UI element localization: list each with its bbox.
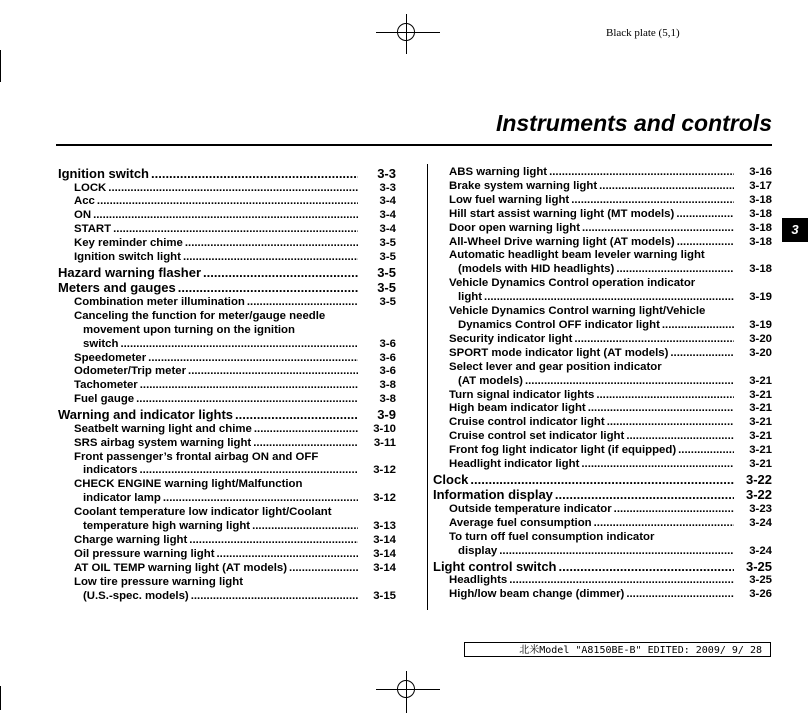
toc-subsection-entry[interactable] [433, 347, 772, 361]
toc-left-column [58, 166, 396, 603]
toc-page-number: 3-26 [749, 587, 772, 600]
toc-entry-text: Security indicator light [449, 332, 573, 345]
toc-subsection-entry[interactable] [58, 310, 396, 352]
toc-page-number: 3-6 [379, 365, 396, 378]
toc-entry-text: Light control switch [433, 558, 557, 574]
toc-subsection-entry[interactable] [433, 389, 772, 403]
toc-entry-text: Headlight indicator light [449, 458, 580, 471]
dot-leader [499, 545, 734, 559]
toc-entry-text: Headlights [449, 574, 508, 587]
toc-subsection-entry[interactable] [433, 402, 772, 416]
dot-leader [509, 574, 734, 588]
toc-subsection-entry[interactable] [58, 562, 396, 576]
title-rule [56, 144, 772, 146]
toc-entry-text: Clock [433, 471, 469, 487]
toc-subsection-entry[interactable] [58, 379, 396, 393]
toc-subsection-entry[interactable] [58, 209, 396, 223]
toc-entry-text: (U.S.-spec. models) [83, 589, 189, 602]
toc-subsection-entry[interactable] [433, 208, 772, 222]
toc-subsection-entry[interactable] [433, 444, 772, 458]
dot-leader [178, 280, 358, 296]
dot-leader [254, 423, 358, 437]
toc-entry-text: switch [83, 337, 119, 350]
toc-entry-text: SRS airbag system warning light [74, 436, 252, 449]
dot-leader [484, 291, 734, 305]
toc-subsection-entry[interactable] [433, 361, 772, 389]
dot-leader [470, 472, 734, 488]
dot-leader [289, 562, 358, 576]
dot-leader [559, 559, 735, 575]
toc-page-number: 3-21 [749, 458, 772, 471]
toc-page-number: 3-11 [373, 436, 396, 449]
dot-leader [616, 263, 734, 277]
dot-leader [120, 338, 358, 352]
dot-leader [235, 407, 358, 423]
toc-subsection-entry[interactable] [433, 194, 772, 208]
toc-subsection-entry[interactable] [433, 574, 772, 588]
toc-entry-text: Vehicle Dynamics Control warning light/Vehicle [449, 305, 706, 318]
toc-subsection-entry[interactable] [433, 517, 772, 531]
toc-page-number: 3-14 [373, 533, 396, 546]
toc-entry-text: Meters and gauges [58, 280, 176, 296]
toc-subsection-entry[interactable] [433, 333, 772, 347]
toc-entry-text: Dynamics Control OFF indicator light [458, 318, 660, 331]
toc-subsection-entry[interactable] [58, 548, 396, 562]
dot-leader [555, 487, 734, 503]
toc-entry-text: Combination meter illumination [74, 295, 245, 308]
toc-entry-text: LOCK [74, 181, 107, 194]
toc-subsection-entry[interactable] [433, 236, 772, 250]
toc-entry-text: Automatic headlight beam leveler warning light [449, 249, 705, 262]
toc-page-number: 3-9 [377, 407, 396, 423]
dot-leader [607, 416, 734, 430]
toc-entry-text: indicators [83, 464, 138, 477]
footer-label: 北米Model "A8150BE-B" EDITED: 2009/ 9/ 28 [464, 642, 771, 657]
toc-page-number: 3-24 [749, 516, 772, 529]
dot-leader [163, 492, 358, 506]
toc-section-entry[interactable] [58, 166, 396, 182]
toc-entry-text: temperature high warning light [83, 520, 251, 533]
toc-entry-text: Warning and indicator lights [58, 407, 234, 423]
dot-leader [140, 379, 358, 393]
crop-mark-left-top [0, 50, 1, 82]
toc-entry-text: AT OIL TEMP warning light (AT models) [74, 561, 288, 574]
toc-entry-text: Turn signal indicator lights [449, 388, 595, 401]
toc-subsection-entry[interactable] [433, 305, 772, 333]
dot-leader [183, 251, 358, 265]
dot-leader [676, 208, 734, 222]
dot-leader [582, 222, 734, 236]
toc-entry-text: High beam indicator light [449, 402, 586, 415]
toc-subsection-entry[interactable] [58, 451, 396, 479]
chapter-tab[interactable]: 3 [782, 218, 808, 242]
dot-leader [677, 236, 734, 250]
toc-page-number: 3-3 [379, 181, 396, 194]
toc-subsection-entry[interactable] [58, 182, 396, 196]
toc-entry-text: Hazard warning flasher [58, 264, 202, 280]
toc-subsection-entry[interactable] [58, 576, 396, 604]
toc-entry-text: Front fog light indicator light (if equipped) [449, 444, 677, 457]
toc-page-number: 3-18 [749, 207, 772, 220]
toc-entry-text: Speedometer [74, 351, 147, 364]
registration-mark-bottom-icon [397, 680, 415, 698]
toc-page-number: 3-25 [745, 558, 772, 574]
toc-subsection-entry[interactable] [58, 478, 396, 506]
dot-leader [93, 209, 358, 223]
chapter-title: Instruments and controls [495, 110, 772, 136]
toc-entry-text: (AT models) [458, 374, 523, 387]
toc-page-number: 3-3 [377, 166, 396, 181]
toc-page-number: 3-12 [373, 464, 396, 477]
toc-entry-text: Ignition switch light [74, 251, 181, 264]
toc-entry-text: Canceling the function for meter/gauge needle [74, 309, 326, 322]
dot-leader [148, 352, 358, 366]
toc-page-number: 3-25 [749, 574, 772, 587]
dot-leader [525, 375, 734, 389]
toc-section-entry[interactable] [433, 559, 772, 575]
toc-entry-text: Outside temperature indicator [449, 502, 612, 515]
dot-leader [108, 182, 358, 196]
toc-subsection-entry[interactable] [58, 534, 396, 548]
toc-page-number: 3-4 [379, 195, 396, 208]
toc-entry-text: Hill start assist warning light (MT models) [449, 207, 675, 220]
toc-subsection-entry[interactable] [58, 223, 396, 237]
toc-page-number: 3-20 [749, 346, 772, 359]
toc-entry-text: Key reminder chime [74, 237, 183, 250]
dot-leader [139, 464, 358, 478]
toc-entry-text: All-Wheel Drive warning light (AT models) [449, 235, 675, 248]
toc-section-entry[interactable] [58, 280, 396, 296]
toc-entry-text: CHECK ENGINE warning light/Malfunction [74, 478, 303, 491]
toc-entry-text: (models with HID headlights) [458, 263, 615, 276]
toc-subsection-entry[interactable] [433, 277, 772, 305]
toc-page-number: 3-8 [379, 393, 396, 406]
toc-page-number: 3-19 [749, 291, 772, 304]
toc-entry-text: Information display [433, 487, 553, 503]
toc-subsection-entry[interactable] [58, 237, 396, 251]
toc-page-number: 3-18 [749, 235, 772, 248]
toc-entry-text: Cruise control set indicator light [449, 430, 625, 443]
toc-page-number: 3-18 [749, 263, 772, 276]
toc-entry-text: High/low beam change (dimmer) [449, 587, 625, 600]
dot-leader [574, 333, 734, 347]
toc-section-entry[interactable] [58, 407, 396, 423]
toc-page-number: 3-6 [379, 351, 396, 364]
toc-subsection-entry[interactable] [58, 393, 396, 407]
toc-entry-text: Low tire pressure warning light [74, 575, 243, 588]
toc-entry-text: To turn off fuel consumption indicator [449, 530, 655, 543]
toc-entry-text: Select lever and gear position indicator [449, 360, 662, 373]
toc-subsection-entry[interactable] [433, 588, 772, 602]
toc-page-number: 3-18 [749, 193, 772, 206]
toc-subsection-entry[interactable] [433, 180, 772, 194]
toc-entry-text: indicator lamp [83, 492, 161, 505]
toc-entry-text: light [458, 291, 483, 304]
toc-page-number: 3-19 [749, 318, 772, 331]
toc-entry-text: Coolant temperature low indicator light/Coolant [74, 506, 332, 519]
toc-page-number: 3-4 [379, 209, 396, 222]
toc-page-number: 3-23 [749, 502, 772, 515]
toc-page-number: 3-21 [749, 430, 772, 443]
dot-leader [97, 195, 358, 209]
toc-entry-text: Cruise control indicator light [449, 416, 605, 429]
toc-subsection-entry[interactable] [58, 251, 396, 265]
dot-leader [588, 402, 734, 416]
dot-leader [670, 347, 734, 361]
dot-leader [247, 296, 358, 310]
toc-page-number: 3-5 [377, 280, 396, 296]
dot-leader [253, 437, 358, 451]
dot-leader [189, 534, 358, 548]
dot-leader [136, 393, 358, 407]
toc-page-number: 3-17 [749, 179, 772, 192]
toc-entry-text: Brake system warning light [449, 179, 598, 192]
toc-subsection-entry[interactable] [58, 437, 396, 451]
toc-entry-text: Tachometer [74, 379, 138, 392]
dot-leader [571, 194, 734, 208]
toc-subsection-entry[interactable] [58, 195, 396, 209]
toc-subsection-entry[interactable] [433, 416, 772, 430]
toc-page-number: 3-21 [749, 374, 772, 387]
toc-entry-text: Front passenger’s frontal airbag ON and OFF [74, 450, 319, 463]
toc-page-number: 3-5 [379, 295, 396, 308]
registration-mark-top-icon [397, 23, 415, 41]
dot-leader [549, 166, 734, 180]
toc-page-number: 3-4 [379, 223, 396, 236]
dot-leader [581, 458, 734, 472]
toc-entry-text: Average fuel consumption [449, 516, 592, 529]
dot-leader [626, 588, 734, 602]
toc-page-number: 3-15 [373, 589, 396, 602]
toc-entry-text: Door open warning light [449, 221, 580, 234]
toc-subsection-entry[interactable] [58, 365, 396, 379]
dot-leader [596, 389, 734, 403]
toc-page-number: 3-21 [749, 388, 772, 401]
toc-entry-text: SPORT mode indicator light (AT models) [449, 346, 669, 359]
dot-leader [113, 223, 358, 237]
dot-leader [599, 180, 734, 194]
toc-section-entry[interactable] [433, 472, 772, 488]
toc-entry-text: Seatbelt warning light and chime [74, 422, 252, 435]
toc-page-number: 3-10 [373, 422, 396, 435]
toc-page-number: 3-18 [749, 221, 772, 234]
toc-page-number: 3-22 [745, 471, 772, 487]
toc-subsection-entry[interactable] [58, 352, 396, 366]
toc-page-number: 3-20 [749, 332, 772, 345]
toc-page-number: 3-13 [373, 520, 396, 533]
toc-entry-text: Oil pressure warning light [74, 547, 215, 560]
toc-page-number: 3-8 [379, 379, 396, 392]
toc-page-number: 3-22 [745, 487, 772, 503]
toc-page-number: 3-14 [373, 547, 396, 560]
toc-page-number: 3-21 [749, 416, 772, 429]
toc-page-number: 3-5 [379, 237, 396, 250]
toc-entry-text: ABS warning light [449, 166, 548, 178]
dot-leader [252, 520, 358, 534]
toc-subsection-entry[interactable] [433, 222, 772, 236]
dot-leader [626, 430, 734, 444]
toc-entry-text: Odometer/Trip meter [74, 365, 187, 378]
toc-entry-text: Fuel gauge [74, 393, 135, 406]
toc-right-column [433, 166, 772, 602]
toc-subsection-entry[interactable] [433, 249, 772, 277]
dot-leader [188, 365, 358, 379]
toc-subsection-entry[interactable] [433, 458, 772, 472]
toc-entry-text: Charge warning light [74, 533, 188, 546]
dot-leader [191, 590, 358, 604]
toc-page-number: 3-16 [749, 166, 772, 178]
dot-leader [217, 548, 358, 562]
toc-subsection-entry[interactable] [433, 503, 772, 517]
toc-entry-text: Low fuel warning light [449, 193, 570, 206]
plate-label: Black plate (5,1) [606, 27, 680, 39]
toc-entry-text: START [74, 223, 112, 236]
toc-entry-text: Acc [74, 195, 95, 208]
toc-entry-text: Ignition switch [58, 166, 149, 181]
dot-leader [662, 319, 734, 333]
toc-subsection-entry[interactable] [433, 166, 772, 180]
dot-leader [614, 503, 734, 517]
column-divider [427, 164, 428, 610]
toc-entry-text: display [458, 544, 498, 557]
toc-subsection-entry[interactable] [433, 430, 772, 444]
toc-subsection-entry[interactable] [58, 423, 396, 437]
toc-subsection-entry[interactable] [433, 531, 772, 559]
toc-subsection-entry[interactable] [58, 506, 396, 534]
dot-leader [185, 237, 358, 251]
toc-section-entry[interactable] [58, 265, 396, 281]
dot-leader [678, 444, 734, 458]
crop-mark-left-bottom [0, 686, 1, 710]
dot-leader [203, 265, 358, 281]
toc-page-number: 3-5 [377, 264, 396, 280]
dot-leader [151, 166, 358, 182]
toc-page-number: 3-21 [749, 444, 772, 457]
toc-entry-text: ON [74, 209, 92, 222]
toc-entry-text: Vehicle Dynamics Control operation indicator [449, 277, 696, 290]
toc-section-entry[interactable] [433, 487, 772, 503]
toc-entry-text: movement upon turning on the ignition [83, 323, 295, 336]
toc-page-number: 3-5 [379, 251, 396, 264]
toc-subsection-entry[interactable] [58, 296, 396, 310]
toc-page-number: 3-12 [373, 492, 396, 505]
toc-page-number: 3-24 [749, 544, 772, 557]
dot-leader [594, 517, 734, 531]
toc-page-number: 3-14 [373, 561, 396, 574]
toc-page-number: 3-21 [749, 402, 772, 415]
toc-page-number: 3-6 [379, 337, 396, 350]
